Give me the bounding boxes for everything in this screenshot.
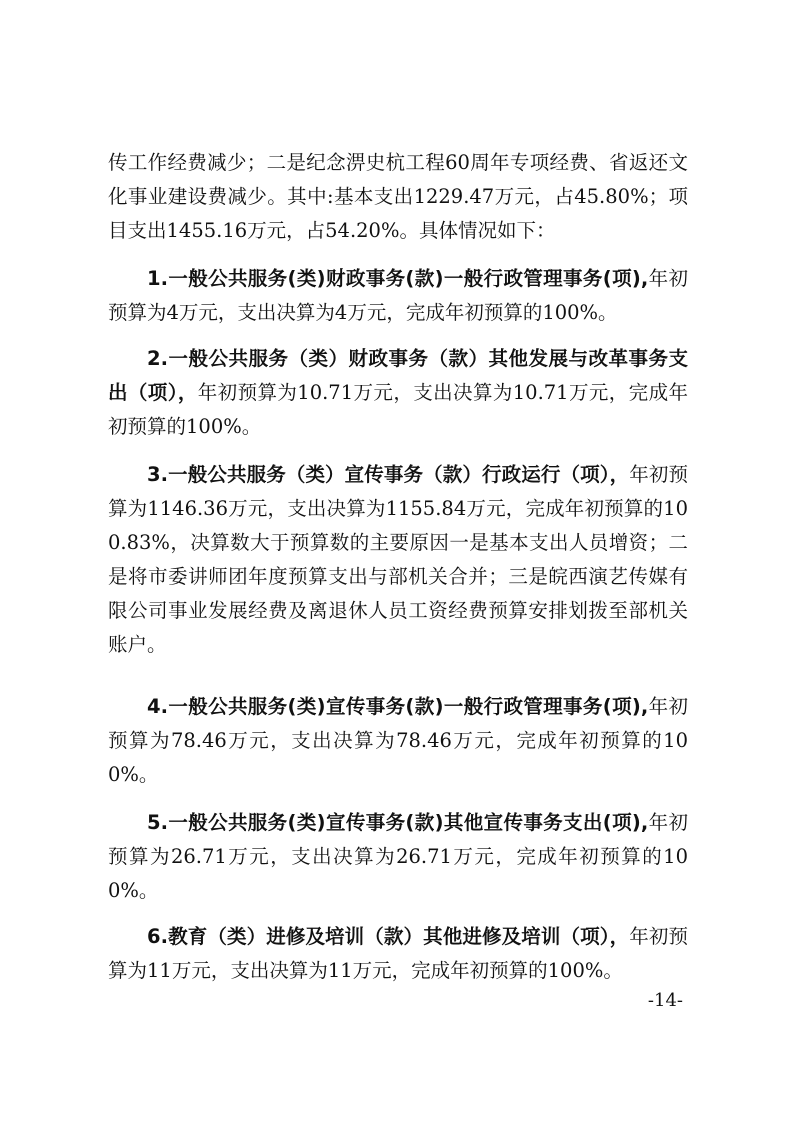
- item-6-heading: 6.教育（类）进修及培训（款）其他进修及培训（项），: [147, 925, 630, 948]
- item-5-body: 年初预算为26.71万元，支出决算为26.71万元，完成年初预算的100%。: [108, 811, 688, 902]
- item-1-body: 年初预算为4万元，支出决算为4万元，完成年初预算的100%。: [108, 267, 688, 324]
- paragraph-item-1: [108, 262, 688, 330]
- item-1-heading: 1.一般公共服务(类)财政事务(款)一般行政管理事务(项),: [147, 267, 649, 290]
- paragraph-item-3: [108, 458, 688, 662]
- paragraph-intro: [108, 146, 688, 248]
- paragraph-item-4: [108, 690, 688, 792]
- item-2-body: 年初预算为10.71万元，支出决算为10.71万元，完成年初预算的100%。: [108, 381, 688, 438]
- item-3-heading: 3.一般公共服务（类）宣传事务（款）行政运行（项），: [147, 463, 630, 486]
- item-3-body: 年初预算为1146.36万元，支出决算为1155.84万元，完成年初预算的100.83%，决算数大于预算数的主要原因一是基本支出人员增资；二是将市委讲师团年度预算支出与部机关合并；三是皖西演艺传媒有限公司事业发展经费及离退休人员工资经费预算安排划拨至部机关账户。: [108, 463, 688, 656]
- paragraph-item-5: [108, 806, 688, 908]
- paragraph-item-6: [108, 920, 688, 988]
- item-5-heading: 5.一般公共服务(类)宣传事务(款)其他宣传事务支出(项),: [147, 811, 649, 834]
- item-6-body: 年初预算为11万元，支出决算为11万元，完成年初预算的100%。: [108, 925, 688, 982]
- item-2-heading: 2.一般公共服务（类）财政事务（款）其他发展与改革事务支出（项），: [108, 347, 688, 404]
- paragraph-item-2: [108, 342, 688, 444]
- item-4-body: 年初预算为78.46万元，支出决算为78.46万元，完成年初预算的100%。: [108, 695, 688, 786]
- paragraph-intro-text: 传工作经费减少；二是纪念淠史杭工程60周年专项经费、省返还文化事业建设费减少。其中:基本支出1229.47万元，占45.80%；项目支出1455.16万元，占54.20%。具体情况如下：: [108, 151, 688, 242]
- page-number: -14-: [647, 990, 683, 1011]
- item-4-heading: 4.一般公共服务(类)宣传事务(款)一般行政管理事务(项),: [147, 695, 649, 718]
